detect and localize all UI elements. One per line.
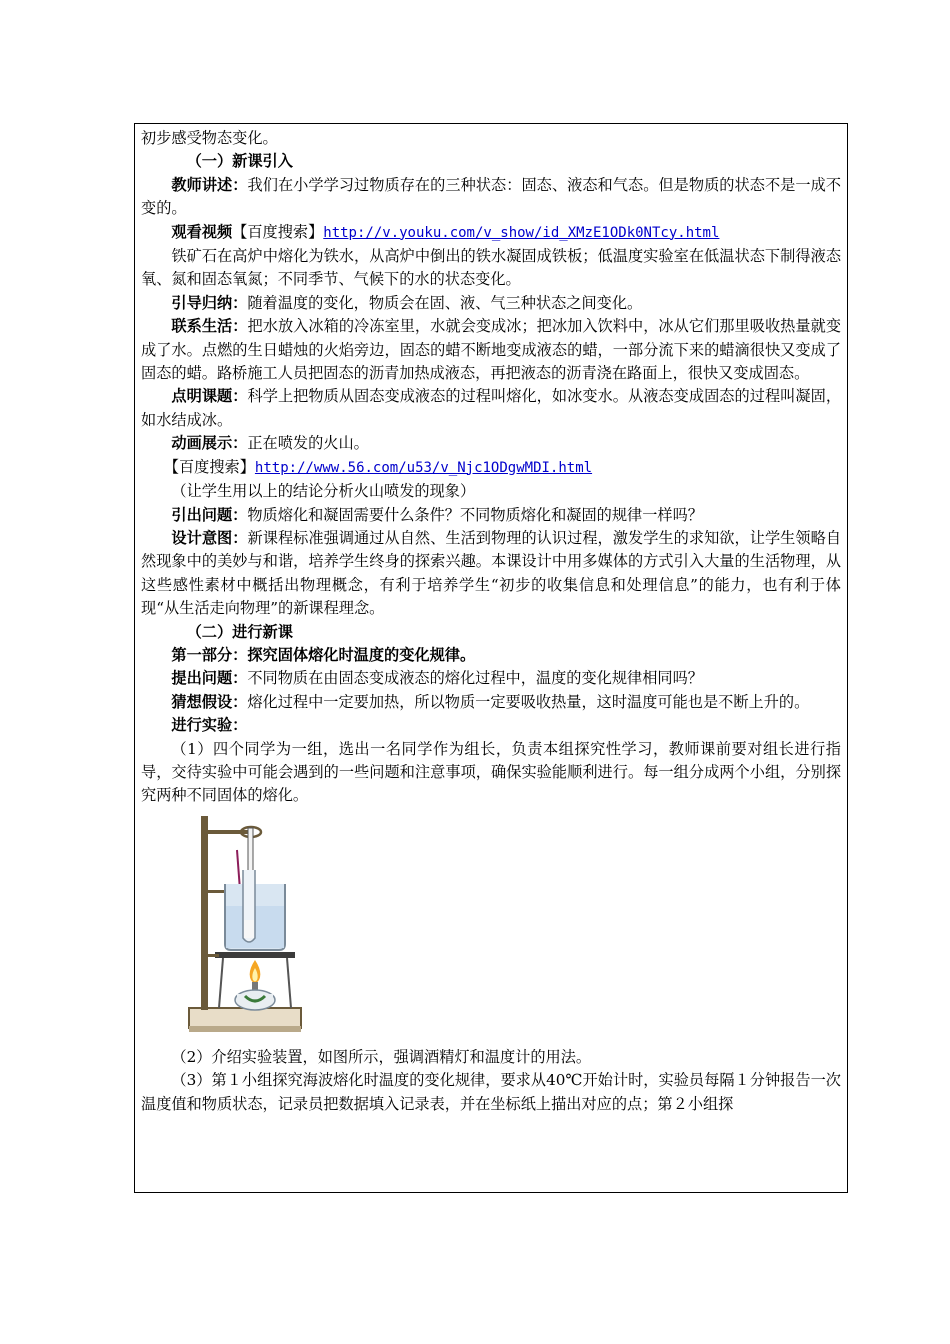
- animation-link[interactable]: http://www.56.com/u53/v_Njc1ODgwMDI.html: [254, 459, 593, 476]
- paragraph-step1: （1）四个同学为一组，选出一名同学作为组长，负责本组探究性学习，教师课前要对组长进行指导，交待实验中可能会遇到的一些问题和注意事项，确保实验能顺利进行。每一组分成两个小组，分别探究两种不同固体的熔化。: [141, 739, 841, 805]
- label-guide: 引导归纳：: [171, 293, 248, 312]
- label-question: 引出问题：: [171, 505, 248, 524]
- paragraph-guide: 引导归纳：随着温度的变化，物质会在固、液、气三种状态之间变化。: [171, 293, 643, 312]
- paragraph-life: 联系生活：把水放入冰箱的冷冻室里，水就会变成冰；把冰加入饮料中，冰从它们那里吸收热量就变成了水。点燃的生日蜡烛的火焰旁边，固态的蜡不断地变成液态的蜡，一部分流下来的蜡滴很快又变成了固态的蜡。路桥施工人员把固态的沥青加热成液态，再把液态的沥青浇在路面上，很快又变成固态。: [141, 317, 842, 383]
- label-design: 设计意图：: [171, 528, 248, 547]
- section-heading-2: （二）进行新课: [186, 622, 293, 641]
- paragraph-question: 引出问题：物质熔化和凝固需要什么条件？不同物质熔化和凝固的规律一样吗？: [171, 505, 703, 524]
- paragraph-topic: 点明课题：科学上把物质从固态变成液态的过程叫熔化，如冰变水。从液态变成固态的过程叫凝固，如水结成冰。: [141, 387, 842, 429]
- label-video: 观看视频: [171, 222, 233, 241]
- melting-apparatus-figure: [141, 810, 841, 1042]
- paragraph-step2: （2）介绍实验装置，如图所示，强调酒精灯和温度计的用法。: [171, 1047, 592, 1066]
- label-animation: 动画展示：: [171, 434, 248, 453]
- paragraph-animation-note: （让学生用以上的结论分析火山喷发的现象）: [171, 482, 476, 501]
- section-heading-1: （一）新课引入: [186, 152, 293, 171]
- paragraph-design: 设计意图：新课程标准强调通过从自然、生活到物理的认识过程，激发学生的求知欲，让学生领略自然现象中的美妙与和谐，培养学生终身的探索兴趣。本课设计中用多媒体的方式引入大量的生活物理，从这些感性素材中概括出物理概念，有利于培养学生“初步的收集信息和处理信息”的能力，也有利于体现“从生活走向物理”的新课程理念。: [141, 528, 842, 618]
- paragraph-step3: （3）第１小组探究海波熔化时温度的变化规律，要求从40℃开始计时，实验员每隔１分钟报告一次温度值和物质状态，记录员把数据填入记录表，并在坐标纸上描出对应的点；第２小组探: [141, 1071, 841, 1113]
- paragraph-iron: 铁矿石在高炉中熔化为铁水，从高炉中倒出的铁水凝固成铁板；低温度实验室在低温状态下制得液态氧、氮和固态氧氮；不同季节、气候下的水的状态变化。: [141, 247, 841, 289]
- label-guess: 猜想假设：: [171, 692, 248, 711]
- label-teacher: 教师讲述：: [171, 175, 248, 194]
- paragraph-teacher: 教师讲述：我们在小学学习过物质存在的三种状态：固态、液态和气态。但是物质的状态不是一成不变的。: [141, 175, 842, 218]
- paragraph-intro-end: 初步感受物态变化。: [141, 129, 278, 147]
- paragraph-animation: 动画展示：正在喷发的火山。: [171, 434, 369, 453]
- melting-apparatus-icon: [185, 810, 315, 1038]
- paragraph-animation-link: 【百度搜索】http://www.56.com/u53/v_Njc1ODgwMDI.html: [163, 457, 593, 476]
- label-ask: 提出问题：: [171, 669, 248, 688]
- label-topic: 点明课题：: [171, 387, 248, 406]
- video-link[interactable]: http://v.youku.com/v_show/id_XMzE1ODk0NTcy.html: [323, 224, 720, 241]
- lesson-content: [141, 127, 841, 1116]
- paragraph-experiment-label: 进行实验：: [171, 716, 248, 735]
- paragraph-ask: 提出问题：不同物质在由固态变成液态的熔化过程中，温度的变化规律相同吗？: [171, 669, 703, 688]
- paragraph-video: 观看视频【百度搜索】http://v.youku.com/v_show/id_XMzE1ODk0NTcy.html: [171, 222, 720, 241]
- paragraph-part1: 第一部分：探究固体熔化时温度的变化规律。: [171, 645, 476, 664]
- label-life: 联系生活：: [171, 317, 248, 336]
- paragraph-guess: 猜想假设：熔化过程中一定要加热，所以物质一定要吸收热量，这时温度可能也是不断上升的。: [171, 692, 810, 711]
